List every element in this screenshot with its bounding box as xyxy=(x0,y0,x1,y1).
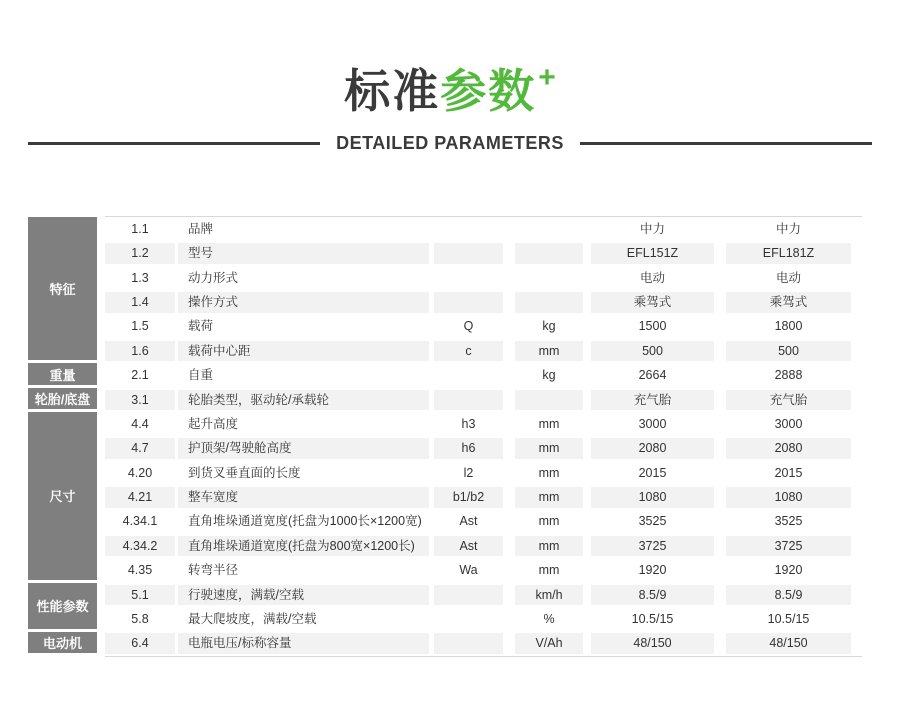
row-number-cell: 4.34.2 xyxy=(105,536,175,556)
model-2-value-cell: 电动 xyxy=(775,270,801,285)
symbol-cell: l2 xyxy=(463,465,474,480)
symbol-cell xyxy=(434,243,503,263)
parameter-name-cell: 最大爬坡度，满载/空载 xyxy=(188,611,317,626)
model-1-value-cell: 48/150 xyxy=(591,633,714,653)
parameter-name-cell: 护顶架/驾驶舱高度 xyxy=(178,438,429,458)
section-label: 重量 xyxy=(28,363,97,384)
symbol-cell: Ast xyxy=(459,514,478,529)
table-rows xyxy=(105,216,862,657)
model-1-value-cell: 乘驾式 xyxy=(591,292,714,312)
row-number-cell: 5.1 xyxy=(105,585,175,605)
parameter-name-cell: 电瓶电压/标称容量 xyxy=(178,633,429,653)
symbol-cell: c xyxy=(434,341,503,361)
plus-icon: + xyxy=(538,61,556,94)
parameter-name-cell: 载荷 xyxy=(188,319,214,334)
page-subtitle-row xyxy=(28,133,872,154)
unit-cell xyxy=(515,292,583,312)
model-2-value-cell: 10.5/15 xyxy=(767,611,810,626)
symbol-cell xyxy=(434,609,503,629)
parameter-name-cell: 起升高度 xyxy=(188,416,239,431)
unit-cell: km/h xyxy=(515,585,583,605)
row-number-cell: 5.8 xyxy=(131,611,149,626)
unit-cell: mm xyxy=(538,465,560,480)
page-subtitle: DETAILED PARAMETERS xyxy=(336,133,564,153)
unit-cell: % xyxy=(543,611,555,626)
unit-cell xyxy=(515,219,583,239)
row-number-cell: 4.4 xyxy=(131,416,149,431)
model-2-value-cell: 1920 xyxy=(774,563,803,578)
symbol-cell xyxy=(434,219,503,239)
section-label: 特征 xyxy=(28,217,97,360)
table-row xyxy=(105,558,862,582)
parameter-name-cell: 操作方式 xyxy=(178,292,429,312)
unit-cell xyxy=(515,243,583,263)
parameter-name-cell: 轮胎类型，驱动轮/承载轮 xyxy=(178,390,429,410)
model-2-value-cell: 充气胎 xyxy=(726,390,851,410)
table-row xyxy=(105,436,862,460)
unit-cell: mm xyxy=(515,536,583,556)
parameter-name-cell: 整车宽度 xyxy=(178,487,429,507)
parameter-name-cell: 行驶速度，满载/空载 xyxy=(178,585,429,605)
parameter-name-cell: 直角堆垛通道宽度(托盘为1000长×1200宽) xyxy=(188,514,422,529)
row-number-cell: 4.35 xyxy=(127,563,153,578)
symbol-cell: Q xyxy=(463,319,474,334)
symbol-cell: h3 xyxy=(461,416,476,431)
model-1-value-cell: 10.5/15 xyxy=(631,611,674,626)
table-row xyxy=(105,388,862,412)
model-2-value-cell: 乘驾式 xyxy=(726,292,851,312)
symbol-cell xyxy=(434,585,503,605)
symbol-cell xyxy=(434,292,503,312)
model-1-value-cell: 3525 xyxy=(638,514,667,529)
model-2-value-cell: 2888 xyxy=(774,368,803,383)
symbol-cell: Wa xyxy=(459,563,478,578)
parameter-name-cell: 型号 xyxy=(178,243,429,263)
model-1-value-cell: 1920 xyxy=(638,563,667,578)
model-1-value-cell: 2080 xyxy=(591,438,714,458)
table-row xyxy=(105,363,862,387)
table-row xyxy=(105,266,862,290)
model-1-value-cell: 500 xyxy=(591,341,714,361)
row-number-cell: 1.4 xyxy=(105,292,175,312)
row-number-cell: 6.4 xyxy=(105,633,175,653)
unit-cell: mm xyxy=(538,416,560,431)
table-row xyxy=(105,534,862,558)
model-2-value-cell: EFL181Z xyxy=(726,243,851,263)
parameters-table xyxy=(28,216,862,657)
model-2-value-cell: 500 xyxy=(726,341,851,361)
model-1-value-cell: 电动 xyxy=(639,270,665,285)
model-1-value-cell: 3000 xyxy=(638,416,667,431)
table-row xyxy=(105,607,862,631)
model-2-value-cell: 8.5/9 xyxy=(726,585,851,605)
model-2-value-cell: 1080 xyxy=(726,487,851,507)
row-number-cell: 1.5 xyxy=(131,319,149,334)
parameter-name-cell: 自重 xyxy=(188,368,214,383)
page-title xyxy=(0,50,900,119)
page-title-green: 参数 xyxy=(440,65,537,117)
row-number-cell: 2.1 xyxy=(131,368,149,383)
table-row xyxy=(105,510,862,534)
parameter-name-cell: 到货叉垂直面的长度 xyxy=(188,465,301,480)
unit-cell: kg xyxy=(542,319,556,334)
model-2-value-cell: 3000 xyxy=(774,416,803,431)
table-row xyxy=(105,485,862,509)
symbol-cell: b1/b2 xyxy=(434,487,503,507)
row-number-cell: 4.20 xyxy=(127,465,153,480)
table-row xyxy=(105,217,862,241)
table-row xyxy=(105,461,862,485)
row-number-cell: 1.3 xyxy=(131,270,149,285)
symbol-cell xyxy=(434,365,503,385)
model-2-value-cell: 3725 xyxy=(726,536,851,556)
table-row xyxy=(105,583,862,607)
section-label: 性能参数 xyxy=(28,583,97,629)
row-number-cell: 1.1 xyxy=(131,221,149,236)
row-number-cell: 4.34.1 xyxy=(122,514,158,529)
symbol-cell xyxy=(434,633,503,653)
model-2-value-cell: 2080 xyxy=(726,438,851,458)
page-title-dark: 标准 xyxy=(344,65,441,117)
model-1-value-cell: 1500 xyxy=(638,319,667,334)
row-number-cell: 1.2 xyxy=(105,243,175,263)
model-2-value-cell: 48/150 xyxy=(726,633,851,653)
model-2-value-cell: 2015 xyxy=(774,465,803,480)
model-2-value-cell: 1800 xyxy=(774,319,803,334)
section-label: 尺寸 xyxy=(28,412,97,580)
symbol-cell: h6 xyxy=(434,438,503,458)
symbol-cell xyxy=(434,268,503,288)
model-1-value-cell: 8.5/9 xyxy=(591,585,714,605)
model-2-value-cell: 3525 xyxy=(774,514,803,529)
table-row xyxy=(105,339,862,363)
model-1-value-cell: 2664 xyxy=(638,368,667,383)
unit-cell: mm xyxy=(515,487,583,507)
row-number-cell: 4.21 xyxy=(105,487,175,507)
row-number-cell: 1.6 xyxy=(105,341,175,361)
unit-cell: mm xyxy=(515,438,583,458)
model-1-value-cell: 3725 xyxy=(591,536,714,556)
parameter-name-cell: 动力形式 xyxy=(188,270,239,285)
model-1-value-cell: 充气胎 xyxy=(591,390,714,410)
symbol-cell xyxy=(434,390,503,410)
model-1-value-cell: 1080 xyxy=(591,487,714,507)
section-label: 轮胎/底盘 xyxy=(28,388,97,409)
table-row xyxy=(105,631,862,655)
model-1-value-cell: 中力 xyxy=(639,221,665,236)
model-2-value-cell: 中力 xyxy=(775,221,801,236)
model-1-value-cell: 2015 xyxy=(638,465,667,480)
table-row xyxy=(105,241,862,265)
section-sidebar xyxy=(28,216,97,657)
unit-cell: mm xyxy=(538,563,560,578)
table-row xyxy=(105,315,862,339)
unit-cell xyxy=(515,390,583,410)
parameter-name-cell: 直角堆垛通道宽度(托盘为800宽×1200长) xyxy=(178,536,429,556)
row-number-cell: 3.1 xyxy=(105,390,175,410)
parameter-name-cell: 载荷中心距 xyxy=(178,341,429,361)
subtitle-left-line xyxy=(28,142,320,145)
row-number-cell: 4.7 xyxy=(105,438,175,458)
subtitle-right-line xyxy=(580,142,872,145)
parameter-name-cell: 转弯半径 xyxy=(188,563,239,578)
table-row xyxy=(105,290,862,314)
section-label: 电动机 xyxy=(28,632,97,653)
unit-cell: mm xyxy=(538,514,560,529)
unit-cell: V/Ah xyxy=(515,633,583,653)
table-row xyxy=(105,412,862,436)
model-1-value-cell: EFL151Z xyxy=(591,243,714,263)
parameter-name-cell: 品牌 xyxy=(188,221,214,236)
unit-cell xyxy=(515,268,583,288)
unit-cell: mm xyxy=(515,341,583,361)
symbol-cell: Ast xyxy=(434,536,503,556)
page-header xyxy=(0,0,900,154)
unit-cell: kg xyxy=(542,368,556,383)
